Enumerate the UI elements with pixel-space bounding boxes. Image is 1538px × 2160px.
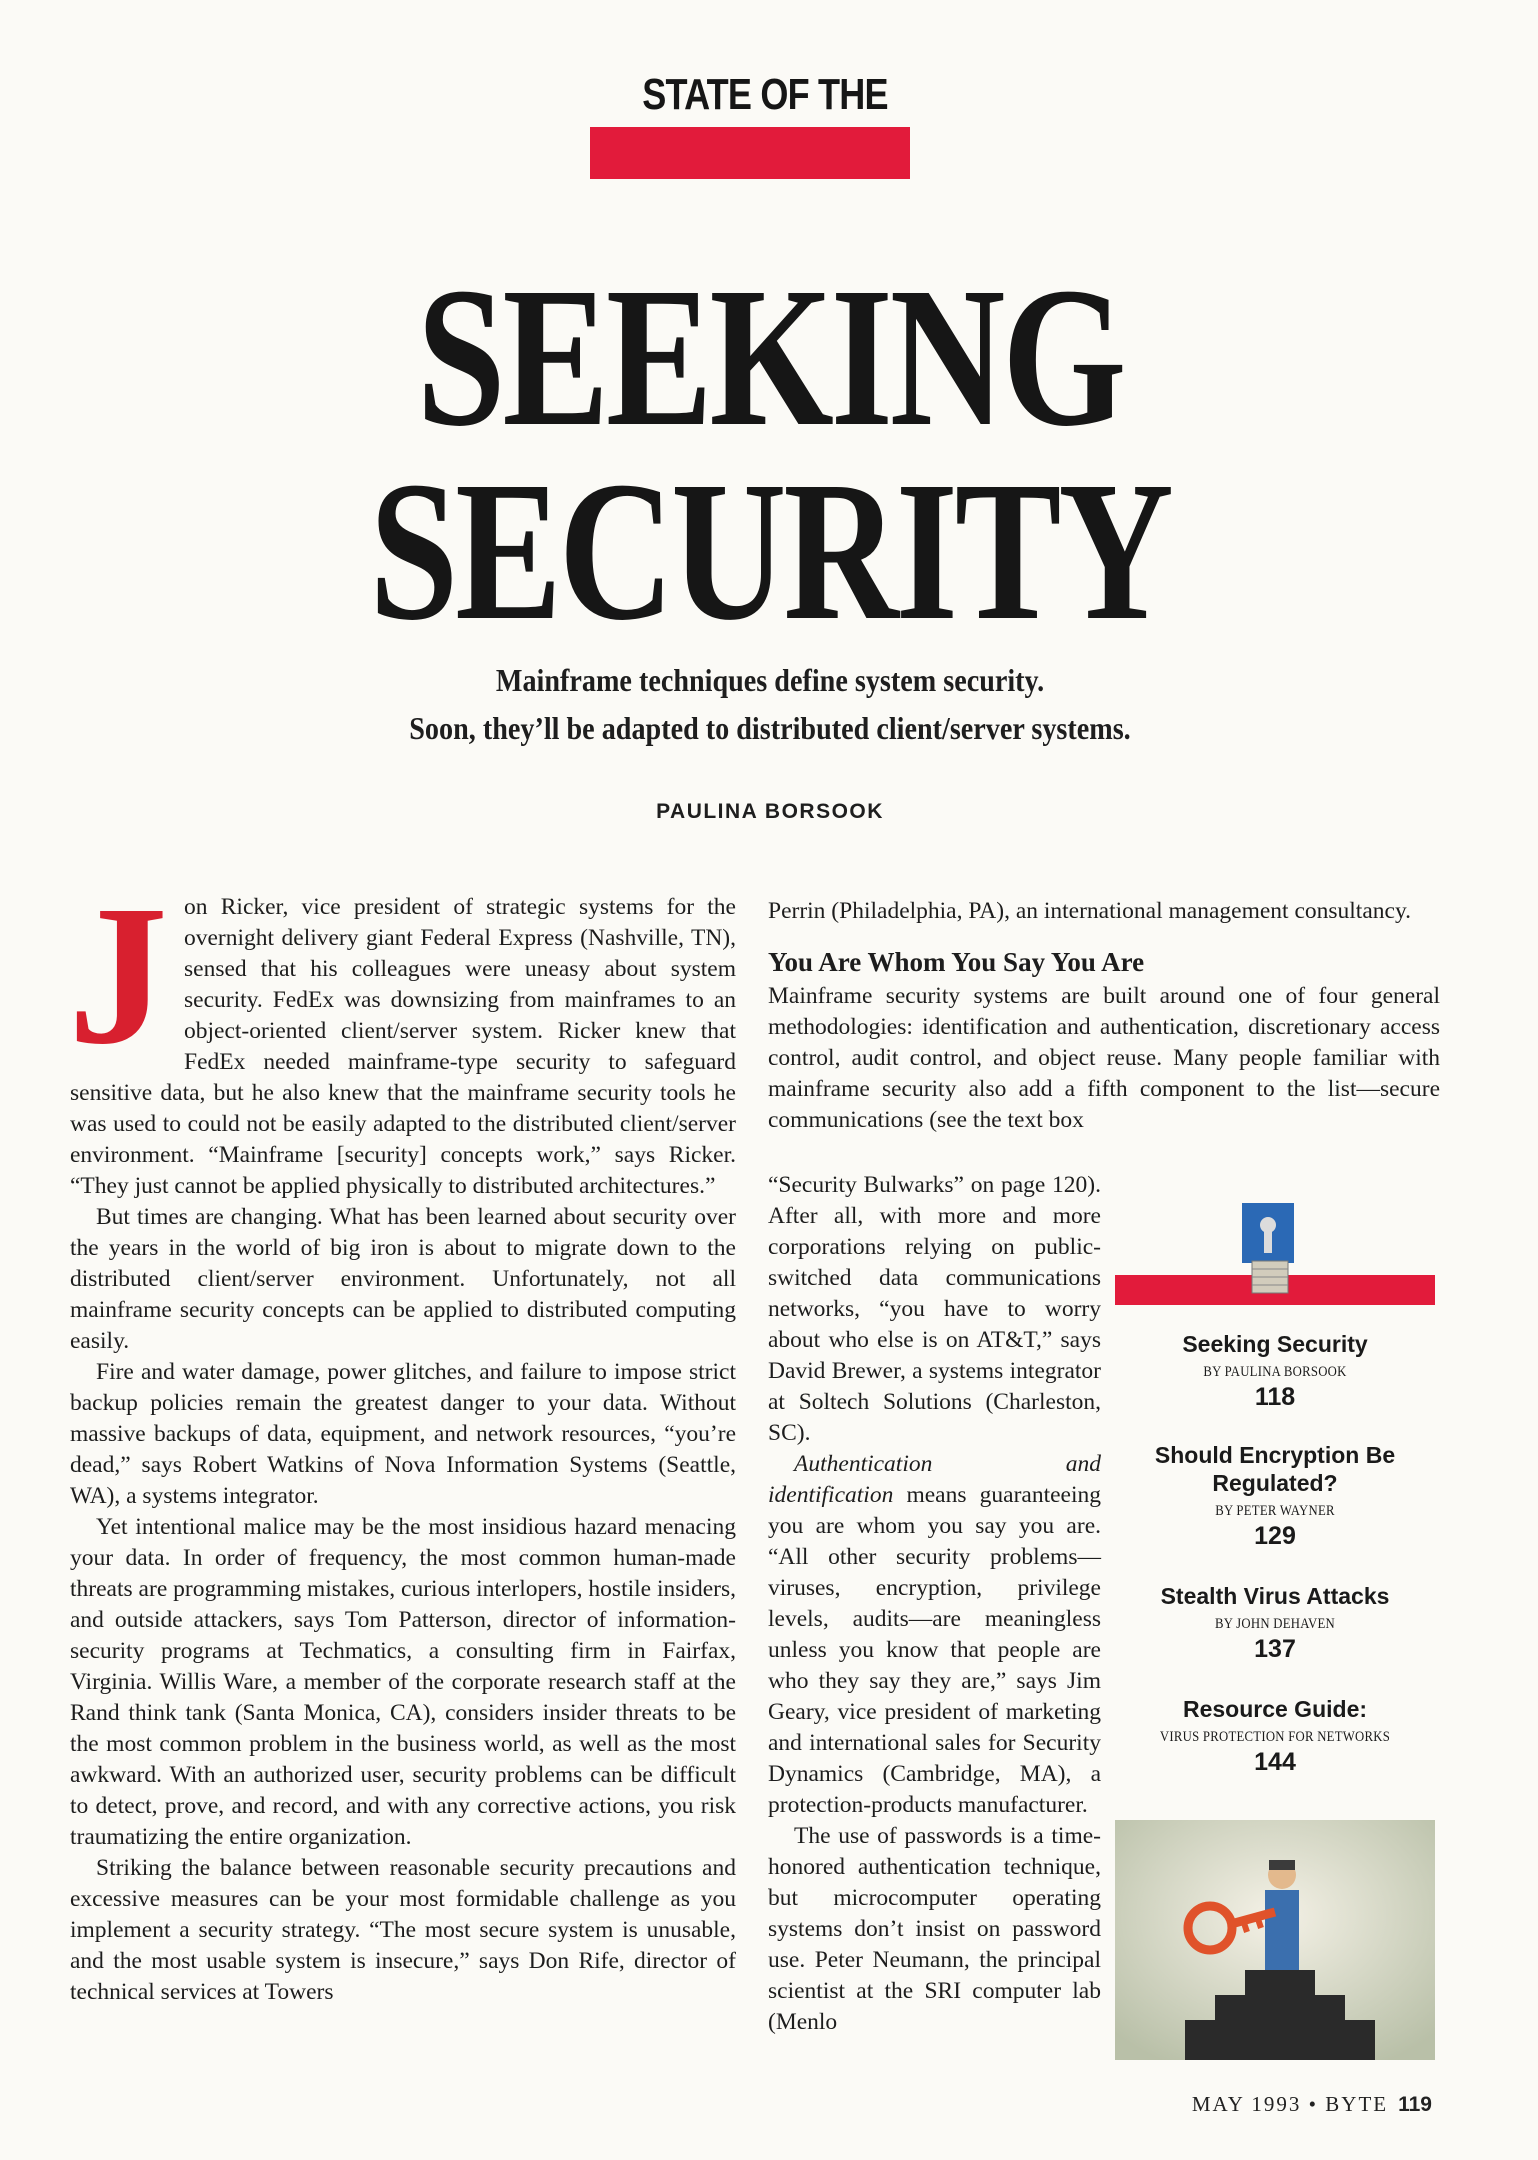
article-column-left (68, 865, 736, 2008)
paragraph-text: on Ricker, vice president of strategic systems for the overnight delivery giant Federal Express (Nashville, TN), sensed that his colleagues were uneasy about system security. FedEx was downsizing from mainframes to an object-oriented client/server system. Ricker knew that FedEx needed mainframe-type security to safeguard sensitive data, but he also knew that the mainframe security tools he was used to could not be easily adapted to the distributed client/server environment. “Mainframe [security] concepts work,” says Ricker. “They just cannot be applied physically to distributed architectures.” (70, 894, 736, 1199)
emphasis-term: Authentication and identification (768, 1451, 1101, 1508)
section-subhead: You Are Whom You Say You Are (768, 947, 1145, 977)
toc-title: Should Encryption Be Regulated? (1154, 1442, 1396, 1496)
toc-item (1115, 1695, 1435, 1776)
section-label: STATE OF THE (642, 70, 888, 119)
toc-title: Seeking Security (1182, 1331, 1368, 1357)
article-paragraph: “Security Bulwarks” on page 120). After all, with more and more corporations relying on public-switched data communications networks, “you have to worry about who else is on AT&T,” says David Brewer, a systems integrator at Soltech Solutions (Charleston, SC). (768, 1172, 1101, 1446)
key-figure-illustration (1115, 1820, 1435, 2060)
article-column-right-top (768, 896, 1440, 1136)
deck-line-1: Mainframe techniques define system security. (495, 662, 1045, 698)
toc-byline: BY PAULINA BORSOOK (1203, 1364, 1347, 1380)
toc-item (1115, 1330, 1435, 1411)
article-paragraph (68, 865, 736, 1202)
deck-line-2: Soon, they’ll be adapted to distributed client/server systems. (409, 710, 1131, 746)
issue-label: MAY 1993 • BYTE (1191, 2092, 1389, 2116)
toc-byline: BY JOHN DEHAVEN (1214, 1616, 1335, 1632)
padlock-keyhole-icon (1242, 1203, 1300, 1295)
article-paragraph: Striking the balance between reasonable security precautions and excessive measures can be your most formidable challenge as you implement a security strategy. “The most secure system is unusable, and the most usable system is insecure,” says Don Rife, director of technical services at Towers (70, 1855, 736, 2005)
article-column-right-narrow (768, 1170, 1101, 2038)
toc-byline: VIRUS PROTECTION FOR NETWORKS (1159, 1729, 1391, 1745)
headline-line-2: SECURITY (369, 441, 1171, 662)
toc-page-number: 129 (1254, 1522, 1296, 1550)
headline-line-1: SEEKING (416, 247, 1124, 468)
toc-title: Stealth Virus Attacks (1160, 1583, 1390, 1609)
article-paragraph: Yet intentional malice may be the most insidious hazard menacing your data. In order of frequency, the most common human-made threats are programming mistakes, curious interlopers, hostile insiders, and outside attackers, says Tom Patterson, director of information-security programs at Techmatics, a consulting firm in Fairfax, Virginia. Willis Ware, a member of the corporate research staff at the Rand think tank (Santa Monica, CA), considers insider threats to be the most common problem in the business world, as well as the most awkward. With an authorized user, security problems can be difficult to detect, prove, and record, and with any corrective actions, you risk traumatizing the entire organization. (70, 1514, 736, 1850)
paragraph-text: means guaranteeing you are whom you say you are. “All other security problems—viruses, encryption, privilege levels, audits—are meaningless unless you know that people are who they say they are,” says Jim Geary, vice president of marketing and international sales for Security Dynamics (Cambridge, MA), a protection-products manufacturer. (768, 1482, 1101, 1818)
article-paragraph (768, 1449, 1101, 1821)
drop-cap: J (68, 865, 168, 1086)
article-paragraph: Fire and water damage, power glitches, and failure to impose strict backup policies remain the greatest danger to your data. Without massive backups of data, equipment, and network resources, “you’re dead,” says Robert Watkins of Nova Information Systems (Seattle, WA), a systems integrator. (70, 1359, 736, 1509)
article-paragraph: Mainframe security systems are built around one of four general methodologies: identification and authentication, discretionary access control, audit control, and object reuse. Many people familiar with mainframe security also add a fifth component to the list—secure communications (see the text box (768, 983, 1440, 1133)
toc-page-number: 118 (1254, 1383, 1296, 1411)
toc-title: Resource Guide: (1182, 1696, 1368, 1722)
toc-page-number: 137 (1254, 1635, 1296, 1663)
article-paragraph: Perrin (Philadelphia, PA), an international management consultancy. (768, 898, 1412, 924)
page-number: 119 (1398, 2093, 1432, 2116)
toc-byline: BY PETER WAYNER (1215, 1503, 1335, 1519)
article-paragraph: But times are changing. What has been learned about security over the years in the world of big iron is about to migrate down to the distributed client/server environment. Unfortunately, not all mainframe security concepts can be applied to distributed computing easily. (70, 1204, 736, 1354)
article-paragraph: The use of passwords is a time-honored authentication technique, but microcomputer operating systems don’t insist on password use. Peter Neumann, the principal scientist at the SRI computer lab (Menlo (768, 1823, 1101, 2035)
toc-item (1115, 1582, 1435, 1663)
toc-page-number: 144 (1254, 1748, 1296, 1776)
section-accent-bar (590, 127, 910, 179)
toc-item (1115, 1441, 1435, 1550)
page-footer (1192, 2092, 1432, 2117)
author-byline: PAULINA BORSOOK (656, 800, 884, 823)
